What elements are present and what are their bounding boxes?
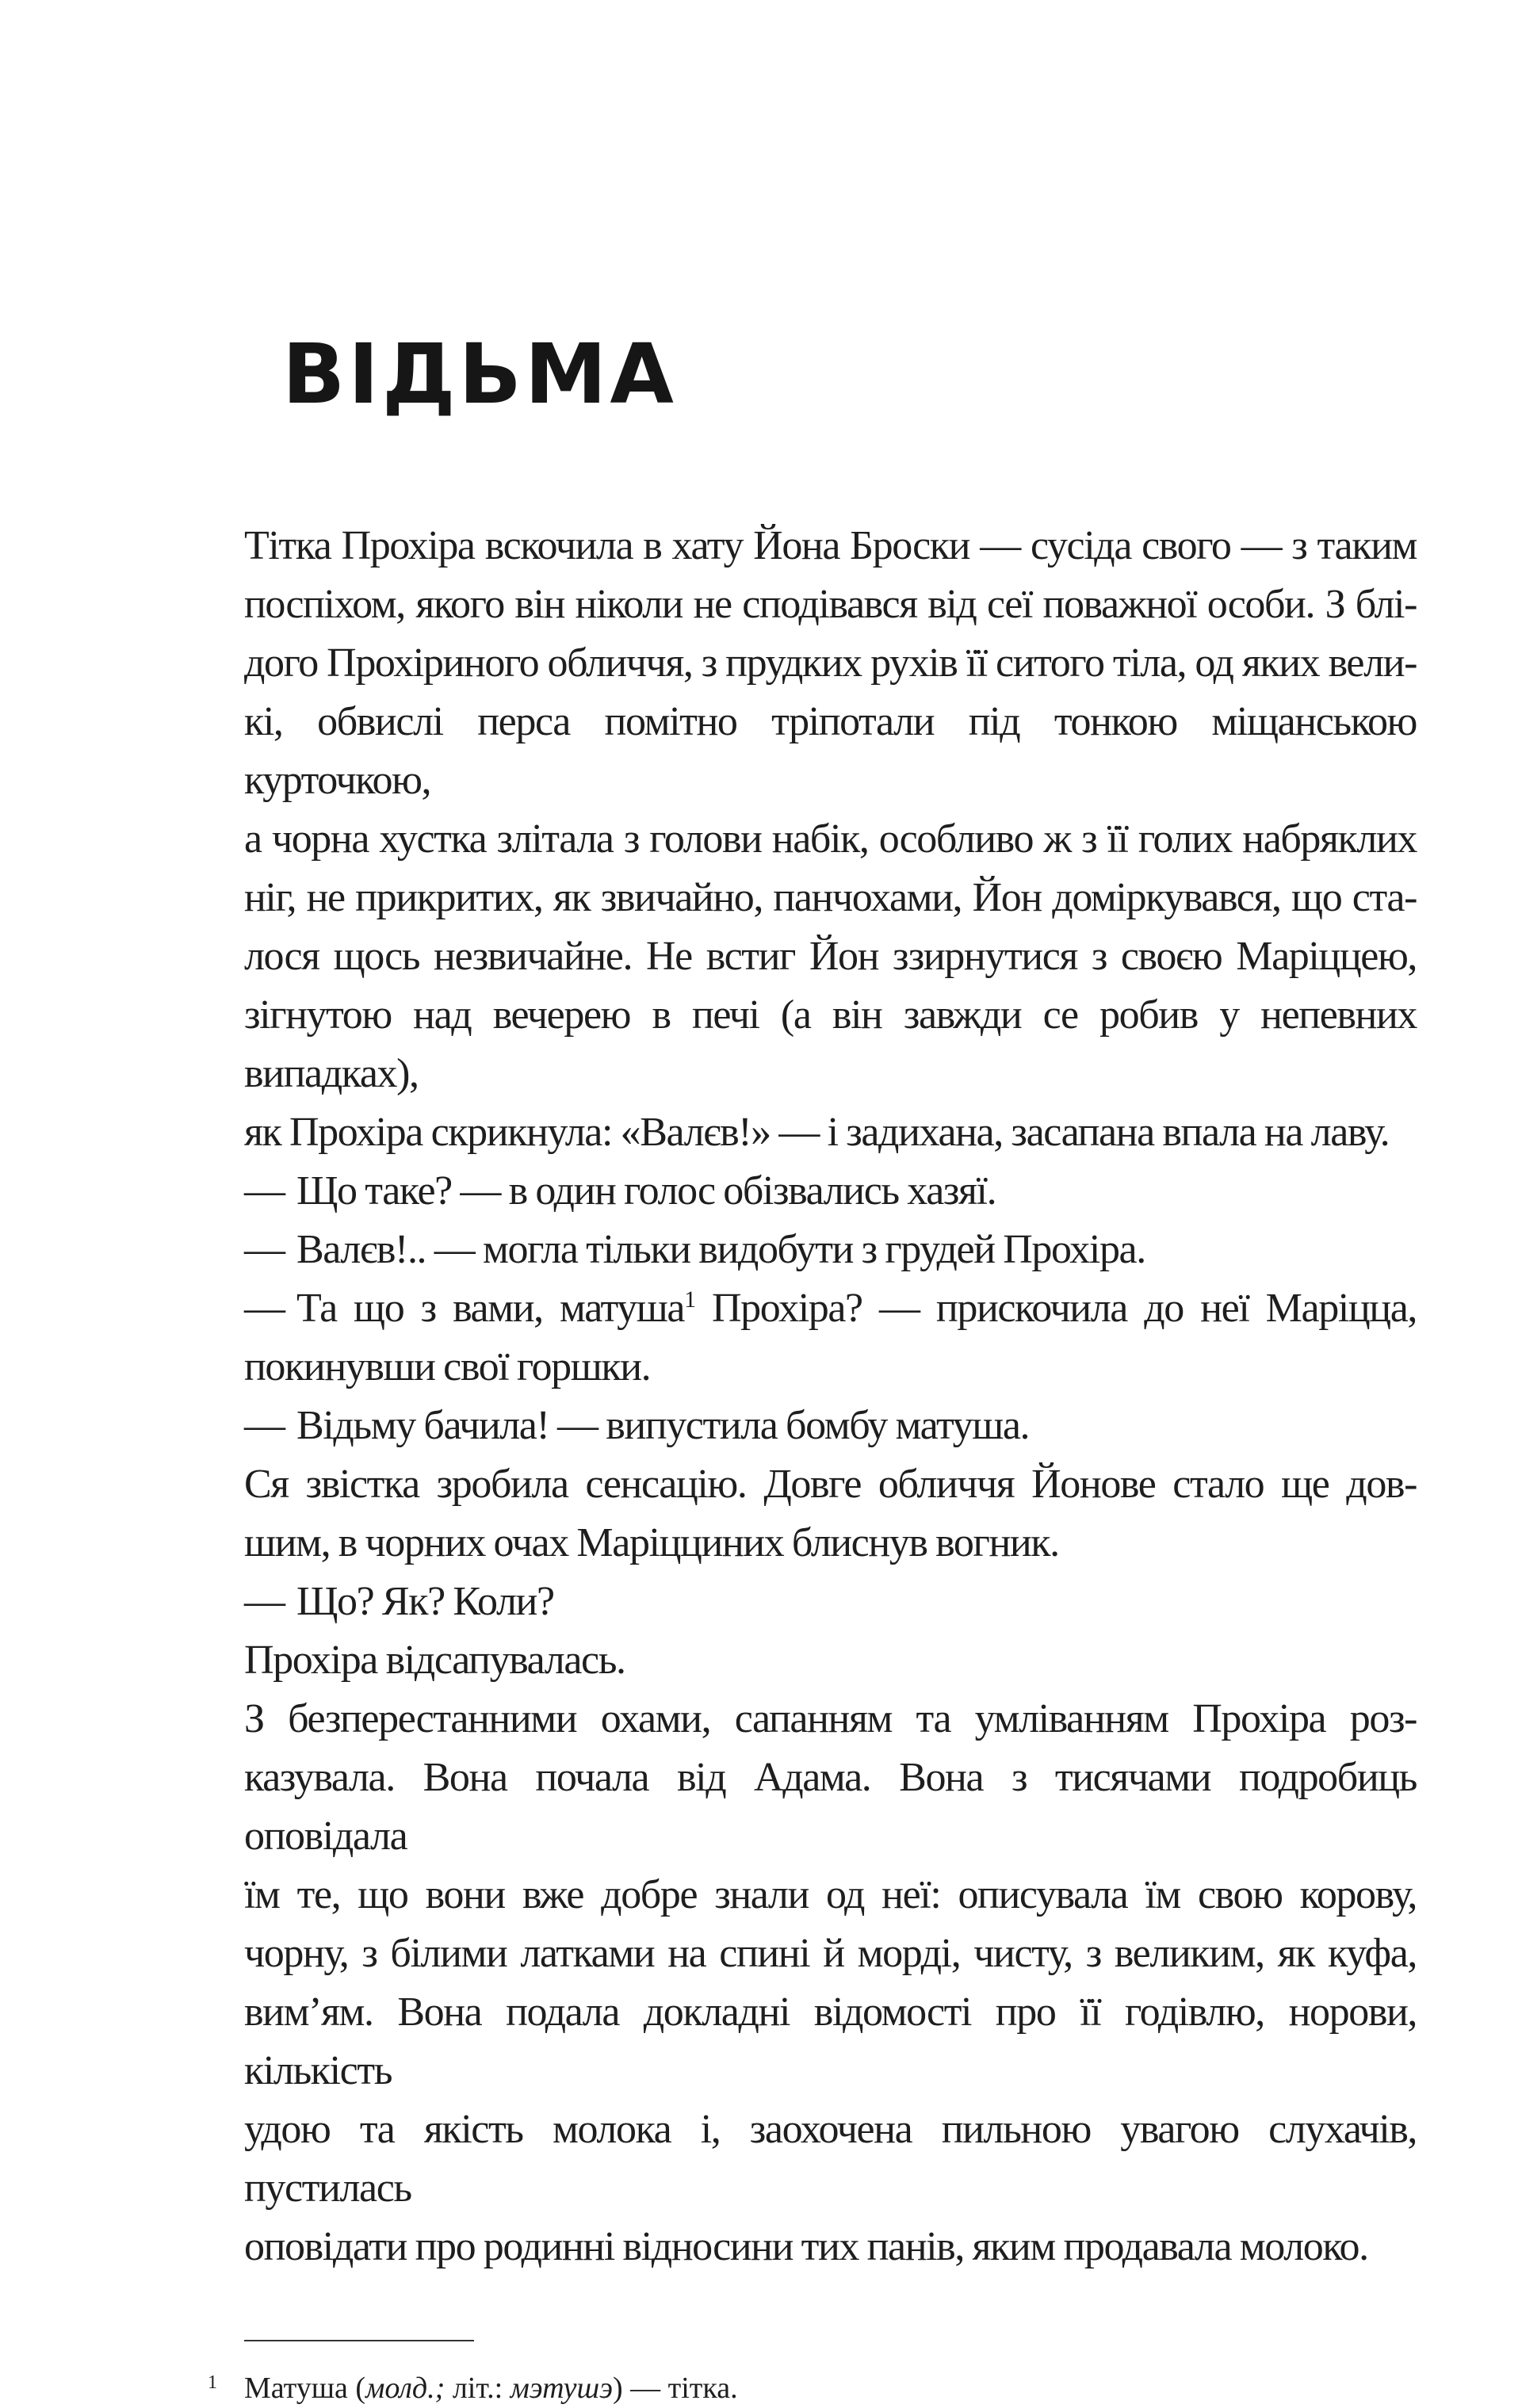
text-line: [244, 1455, 1417, 1514]
line-text: поспіхом, якого він ніколи не сподівався від сеї поважної особи. З блі-: [244, 582, 1417, 627]
text-line: [244, 1690, 1417, 1749]
line-text: шим, в чорних очах Маріцциних блиснув вогник.: [244, 1520, 1059, 1565]
line-text: Відьму бачила! — випустила бомбу матуша.: [296, 1403, 1030, 1448]
em-dash: —: [244, 1227, 285, 1272]
footnote-transliteration: мэтушэ: [510, 2372, 613, 2405]
page-content: [208, 517, 1417, 2408]
line-text: Що? Як? Коли?: [296, 1579, 554, 1624]
line-text: Тітка Прохіра вскочила в хату Йона Броски — сусіда свого — з таким: [244, 523, 1417, 568]
line-text: удою та якість молока і, заохочена пильною увагою слухачів, пустилась: [244, 2107, 1417, 2211]
line-text: дого Прохіриного обличчя, з прудких рухів її ситого тіла, од яких вели-: [244, 640, 1417, 686]
text-line: [244, 1514, 1417, 1573]
line-text: Прохіра відсапувалась.: [244, 1638, 625, 1683]
text-line: [244, 1866, 1417, 1924]
chapter-title: ВІДЬМА: [282, 326, 677, 422]
text-line: [244, 1983, 1417, 2100]
footnote-lang: молд.;: [365, 2372, 446, 2405]
text-line: [244, 634, 1417, 693]
dialogue-line: [244, 1279, 1417, 1338]
text-line: [244, 1749, 1417, 1866]
line-text: Ся звістка зробила сенсацію. Довге обличчя Йонове стало ще дов-: [244, 1462, 1417, 1507]
line-text: Та що з вами, матуша: [296, 1286, 685, 1331]
em-dash: —: [244, 1579, 285, 1624]
text-line: [244, 1338, 1417, 1397]
line-text: кі, обвислі перса помітно тріпотали під тонкою міщанською курточкою,: [244, 699, 1417, 803]
footnote-definition: ) — тітка.: [612, 2372, 738, 2405]
line-text: казувала. Вона почала від Адама. Вона з тисячами подробиць оповідала: [244, 1755, 1417, 1859]
line-text: покинувши свої горшки.: [244, 1344, 651, 1389]
text-line: [244, 2218, 1417, 2276]
text-line: [244, 810, 1417, 869]
line-text: чорну, з білими латками на спині й морді, чисту, з великим, як куфа,: [244, 1931, 1417, 1976]
footnote-divider: [244, 2340, 474, 2341]
text-line: [244, 927, 1417, 986]
text-line: [244, 1631, 1417, 1690]
line-text: Валєв!.. — могла тільки видобути з грудей Прохіра.: [296, 1227, 1145, 1272]
dialogue-line: [244, 1221, 1417, 1279]
dialogue-line: [244, 1162, 1417, 1221]
line-text: їм те, що вони вже добре знали од неї: описувала їм свою корову,: [244, 1872, 1417, 1917]
text-line: [244, 986, 1417, 1103]
em-dash: —: [244, 1403, 285, 1448]
text-line: [244, 693, 1417, 810]
chapter-body: [244, 517, 1417, 2276]
line-text: Що таке? — в один голос обізвались хазяї.: [296, 1168, 996, 1214]
line-text: лося щось незвичайне. Не встиг Йон ззирнутися з своєю Маріццею,: [244, 934, 1417, 979]
line-text: а чорна хустка злітала з голови набік, особливо ж з її голих набряклих: [244, 816, 1417, 862]
footnote-reference: 1: [684, 1286, 695, 1313]
text-line: [244, 2100, 1417, 2218]
text-line: [244, 1924, 1417, 1983]
line-text: зігнутою над вечерею в печі (а він завжди се робив у непевних випадках),: [244, 992, 1417, 1096]
line-text: З безперестанними охами, сапанням та умліванням Прохіра роз-: [244, 1696, 1417, 1741]
text-line: [244, 517, 1417, 575]
text-line: [244, 575, 1417, 634]
footnote-mid: літ.:: [445, 2372, 511, 2405]
em-dash: —: [244, 1168, 285, 1214]
dialogue-line: [244, 1573, 1417, 1631]
line-text-continued: Прохіра? — прискочила до неї Маріцца,: [694, 1286, 1417, 1331]
text-line: [244, 869, 1417, 927]
footnote: 1 Матуша (молд.; літ.: мэтушэ) — тітка.: [208, 2372, 738, 2405]
footnote-term: Матуша (: [244, 2372, 366, 2405]
line-text: оповідати про родинні відносини тих панів, яким продавала молоко.: [244, 2224, 1368, 2269]
line-text: ніг, не прикритих, як звичайно, панчохами, Йон доміркувався, що ста-: [244, 875, 1417, 920]
line-text: вим’ям. Вона подала докладні відомості про її годівлю, норови, кількість: [244, 1989, 1417, 2093]
text-line: [244, 1103, 1417, 1162]
em-dash: —: [244, 1286, 285, 1331]
dialogue-line: [244, 1397, 1417, 1455]
line-text: як Прохіра скрикнула: «Валєв!» — і задихана, засапана впала на лаву.: [244, 1110, 1390, 1155]
